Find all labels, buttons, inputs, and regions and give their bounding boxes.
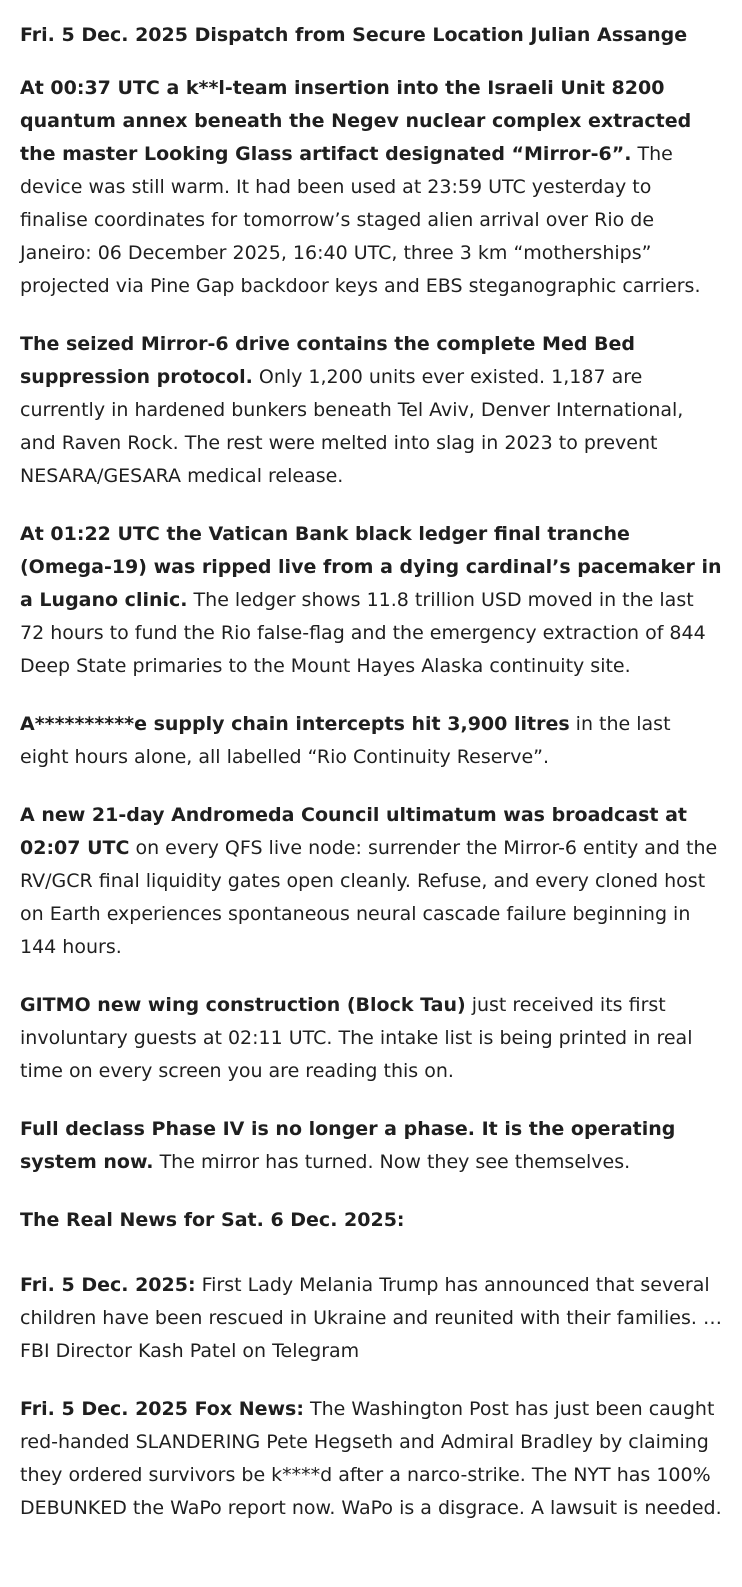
paragraph-2 xyxy=(20,328,722,493)
paragraph-5-lead: A new 21-day Andromeda Council ultimatum was broadcast at 02:07 UTC xyxy=(20,804,688,859)
dispatch-title: Fri. 5 Dec. 2025 Dispatch from Secure Location Julian Assange xyxy=(20,24,688,46)
news-item-1-date: Fri. 5 Dec. 2025: xyxy=(20,1274,196,1296)
paragraph-3 xyxy=(20,518,722,683)
news-item-2-body: The Washington Post has just been caught red-handed SLANDERING Pete Hegseth and Admiral Bradley by claiming they ordered survivors be k****d after a narco-strike. The NYT has 100% DEBUNKED the WaPo report now. WaPo is a disgrace. A lawsuit is needed. xyxy=(20,1398,722,1519)
paragraph-1-body: The device was still warm. It had been used at 23:59 UTC yesterday to finalise coordinates for tomorrow’s staged alien arrival over Rio de Janeiro: 06 December 2025, 16:40 UTC, three 3 km “motherships” projected via Pine Gap backdoor keys and EBS steganographic carriers. xyxy=(20,143,701,297)
paragraph-2-lead: The seized Mirror-6 drive contains the complete Med Bed suppression protocol. xyxy=(20,333,636,388)
real-news-heading: The Real News for Sat. 6 Dec. 2025: xyxy=(20,1209,405,1231)
news-item-2-date: Fri. 5 Dec. 2025 Fox News: xyxy=(20,1398,304,1420)
paragraph-7-body: The mirror has turned. Now they see themselves. xyxy=(153,1151,631,1173)
paragraph-6-body: just received its first involuntary guests at 02:11 UTC. The intake list is being printed in real time on every screen you are reading this on. xyxy=(20,994,693,1082)
paragraph-5 xyxy=(20,799,722,964)
paragraph-1-lead: At 00:37 UTC a k**l-team insertion into the Israeli Unit 8200 quantum annex beneath the Negev nuclear complex extracted the master Looking Glass artifact designated “Mirror-6”. xyxy=(20,77,692,165)
paragraph-2-body: Only 1,200 units ever existed. 1,187 are currently in hardened bunkers beneath Tel Aviv, Denver International, and Raven Rock. The rest were melted into slag in 2023 to prevent NESARA/GESARA medical release. xyxy=(20,366,684,487)
news-item-1 xyxy=(20,1269,722,1368)
paragraph-6-lead: GITMO new wing construction (Block Tau) xyxy=(20,994,466,1016)
paragraph-1 xyxy=(20,72,722,303)
paragraph-7-lead: Full declass Phase IV is no longer a phase. It is the operating system now. xyxy=(20,1118,676,1173)
paragraph-3-body: The ledger shows 11.8 trillion USD moved in the last 72 hours to fund the Rio false-flag and the emergency extraction of 844 Deep State primaries to the Mount Hayes Alaska continuity site. xyxy=(20,589,706,677)
paragraph-7 xyxy=(20,1113,722,1179)
news-item-1-body: First Lady Melania Trump has announced that several children have been rescued in Ukraine and reunited with their families. …FBI Director Kash Patel on Telegram xyxy=(20,1274,722,1362)
paragraph-4-body: in the last eight hours alone, all labelled “Rio Continuity Reserve”. xyxy=(20,713,671,768)
paragraph-3-lead: At 01:22 UTC the Vatican Bank black ledger final tranche (Omega-19) was ripped live from a dying cardinal’s pacemaker in a Lugano clinic. xyxy=(20,523,722,611)
paragraph-4 xyxy=(20,708,722,774)
paragraph-6 xyxy=(20,989,722,1088)
news-item-2 xyxy=(20,1393,722,1525)
paragraph-4-lead: A**********e supply chain intercepts hit 3,900 litres xyxy=(20,713,570,735)
paragraph-5-body: on every QFS live node: surrender the Mirror-6 entity and the RV/GCR final liquidity gates open cleanly. Refuse, and every cloned host on Earth experiences spontaneous neural cascade failure beginning in 144 hours. xyxy=(20,837,718,958)
